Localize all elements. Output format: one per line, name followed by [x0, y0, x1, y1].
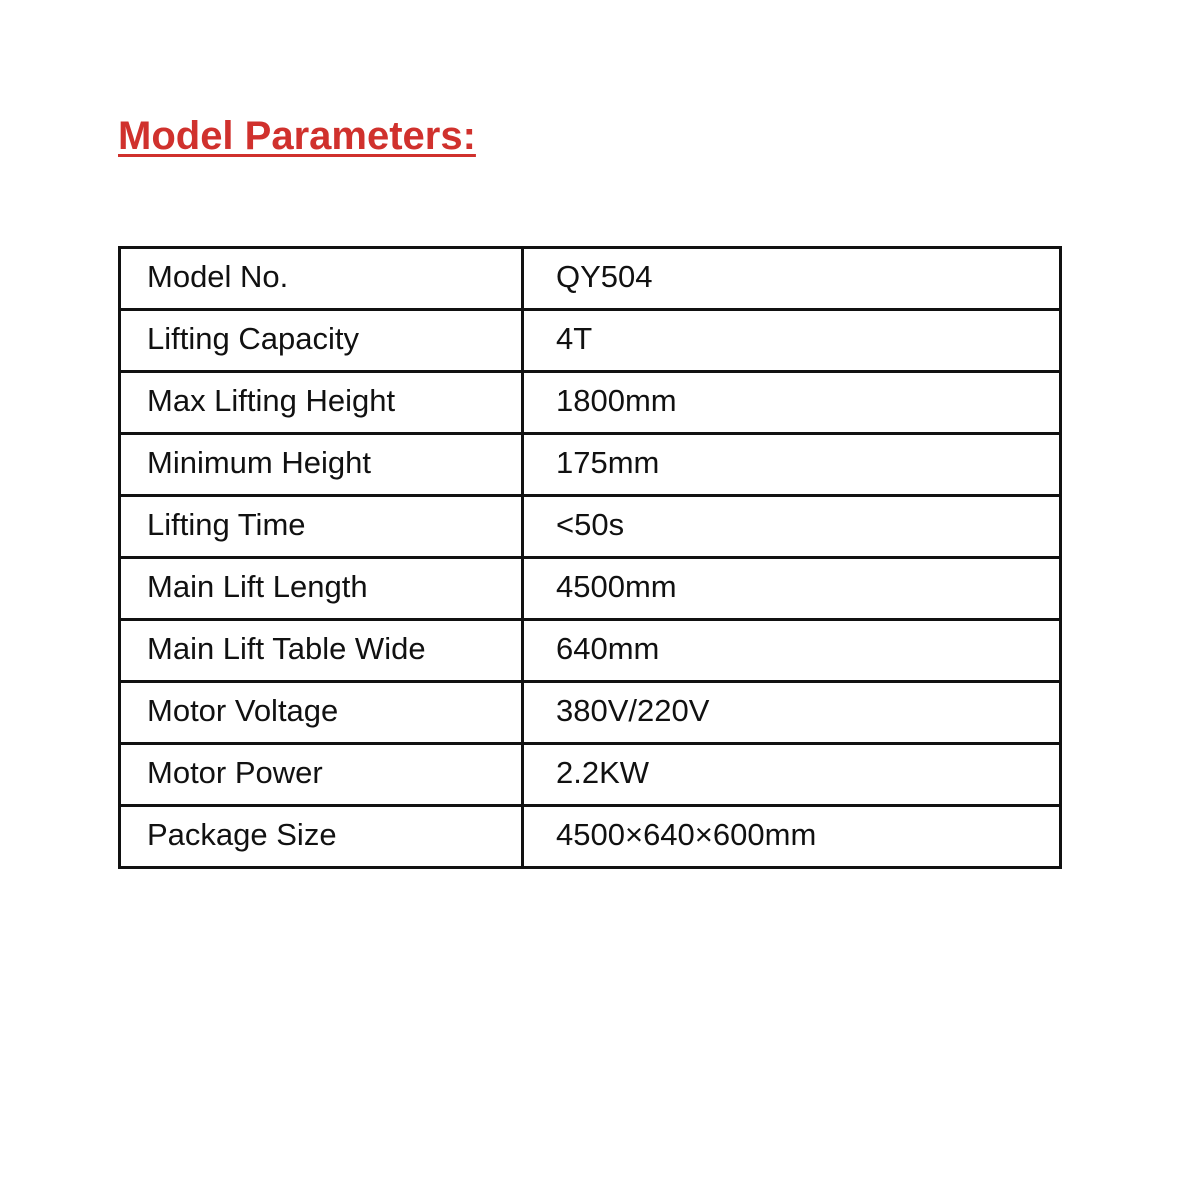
parameter-name: Motor Voltage [120, 682, 523, 744]
parameter-value: 175mm [523, 434, 1061, 496]
table-row [120, 682, 1061, 744]
table-row [120, 744, 1061, 806]
parameter-value: 640mm [523, 620, 1061, 682]
parameter-name: Lifting Capacity [120, 310, 523, 372]
parameter-name: Motor Power [120, 744, 523, 806]
table-row [120, 496, 1061, 558]
parameters-table [118, 246, 1062, 869]
parameter-name: Minimum Height [120, 434, 523, 496]
table-row [120, 620, 1061, 682]
table-row [120, 310, 1061, 372]
table-row [120, 372, 1061, 434]
table-row [120, 248, 1061, 310]
parameter-value: 4500×640×600mm [523, 806, 1061, 868]
page-title: Model Parameters: [118, 114, 476, 158]
parameter-value: 1800mm [523, 372, 1061, 434]
parameter-name: Max Lifting Height [120, 372, 523, 434]
parameter-value: 2.2KW [523, 744, 1061, 806]
parameter-value: QY504 [523, 248, 1061, 310]
parameter-name: Package Size [120, 806, 523, 868]
table-row [120, 806, 1061, 868]
parameter-name: Main Lift Length [120, 558, 523, 620]
parameter-value: <50s [523, 496, 1061, 558]
table-row [120, 434, 1061, 496]
parameter-name: Main Lift Table Wide [120, 620, 523, 682]
parameter-value: 4T [523, 310, 1061, 372]
parameter-name: Lifting Time [120, 496, 523, 558]
table-row [120, 558, 1061, 620]
parameter-value: 380V/220V [523, 682, 1061, 744]
parameter-name: Model No. [120, 248, 523, 310]
parameter-value: 4500mm [523, 558, 1061, 620]
